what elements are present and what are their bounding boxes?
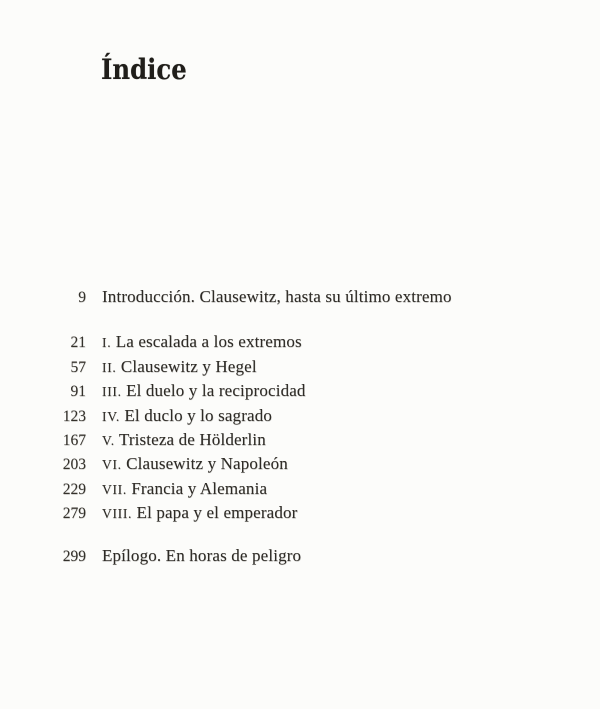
toc-entry-title (102, 477, 267, 501)
page-title: Índice (101, 53, 187, 86)
toc-page-number: 9 (78, 289, 86, 306)
toc-entry-text: Epílogo. En horas de peligro (102, 545, 302, 565)
toc-entry-chapter-4 (58, 404, 452, 428)
toc-entry-chapter-7 (58, 477, 452, 501)
toc-page-number: 279 (62, 505, 86, 523)
toc-entry-chapter-8 (58, 501, 452, 525)
toc-roman-numeral: III. (102, 384, 122, 400)
toc-roman-numeral: VI. (102, 457, 122, 473)
toc-entry-introduction (58, 285, 452, 309)
toc-entry-chapter-1 (58, 330, 452, 354)
toc-roman-numeral: IV. (102, 408, 120, 424)
toc-page-number: 91 (70, 383, 86, 401)
toc-entry-chapter-3 (58, 379, 452, 403)
toc-entry-text: Introducción. Clausewitz, hasta su último extremo (102, 287, 452, 306)
toc-entry-title (102, 544, 301, 568)
toc-entry-text: La escalada a los extremos (115, 332, 302, 352)
toc-entry-text: El duclo y lo sagrado (124, 405, 273, 425)
toc-page-number: 167 (62, 432, 86, 450)
table-of-contents (58, 285, 452, 568)
toc-entry-text: Francia y Alemania (131, 478, 268, 498)
toc-roman-numeral: I. (102, 335, 112, 351)
toc-roman-numeral: VII. (102, 481, 127, 497)
toc-entry-text: Clausewitz y Napoleón (126, 454, 288, 474)
toc-entry-title (102, 428, 266, 452)
toc-entry-text: Tristeza de Hölderlin (118, 430, 266, 450)
toc-page-number: 299 (62, 547, 86, 565)
toc-page-number: 21 (70, 334, 86, 352)
toc-entry-title (102, 379, 306, 403)
toc-entry-text: Clausewitz y Hegel (120, 356, 257, 376)
toc-entry-epilogue (58, 544, 452, 568)
toc-entry-title (102, 404, 272, 428)
toc-roman-numeral: V. (102, 433, 115, 449)
toc-roman-numeral: VIII. (102, 506, 133, 522)
toc-entry-chapter-5 (58, 428, 452, 452)
toc-page-number: 57 (70, 358, 86, 376)
toc-page-number: 203 (62, 456, 86, 474)
toc-entry-text: El papa y el emperador (136, 503, 298, 523)
toc-entry-title (102, 330, 302, 354)
toc-entry-title (102, 285, 452, 309)
toc-page-number: 229 (62, 480, 86, 498)
toc-entry-title (102, 452, 288, 476)
toc-entry-title (102, 501, 297, 525)
toc-entry-chapter-2 (58, 355, 452, 379)
toc-entry-chapter-6 (58, 452, 452, 476)
toc-page-number: 123 (62, 407, 86, 425)
toc-entry-text: El duelo y la reciprocidad (126, 381, 306, 401)
toc-entry-title (102, 355, 257, 379)
toc-roman-numeral: II. (102, 359, 117, 375)
